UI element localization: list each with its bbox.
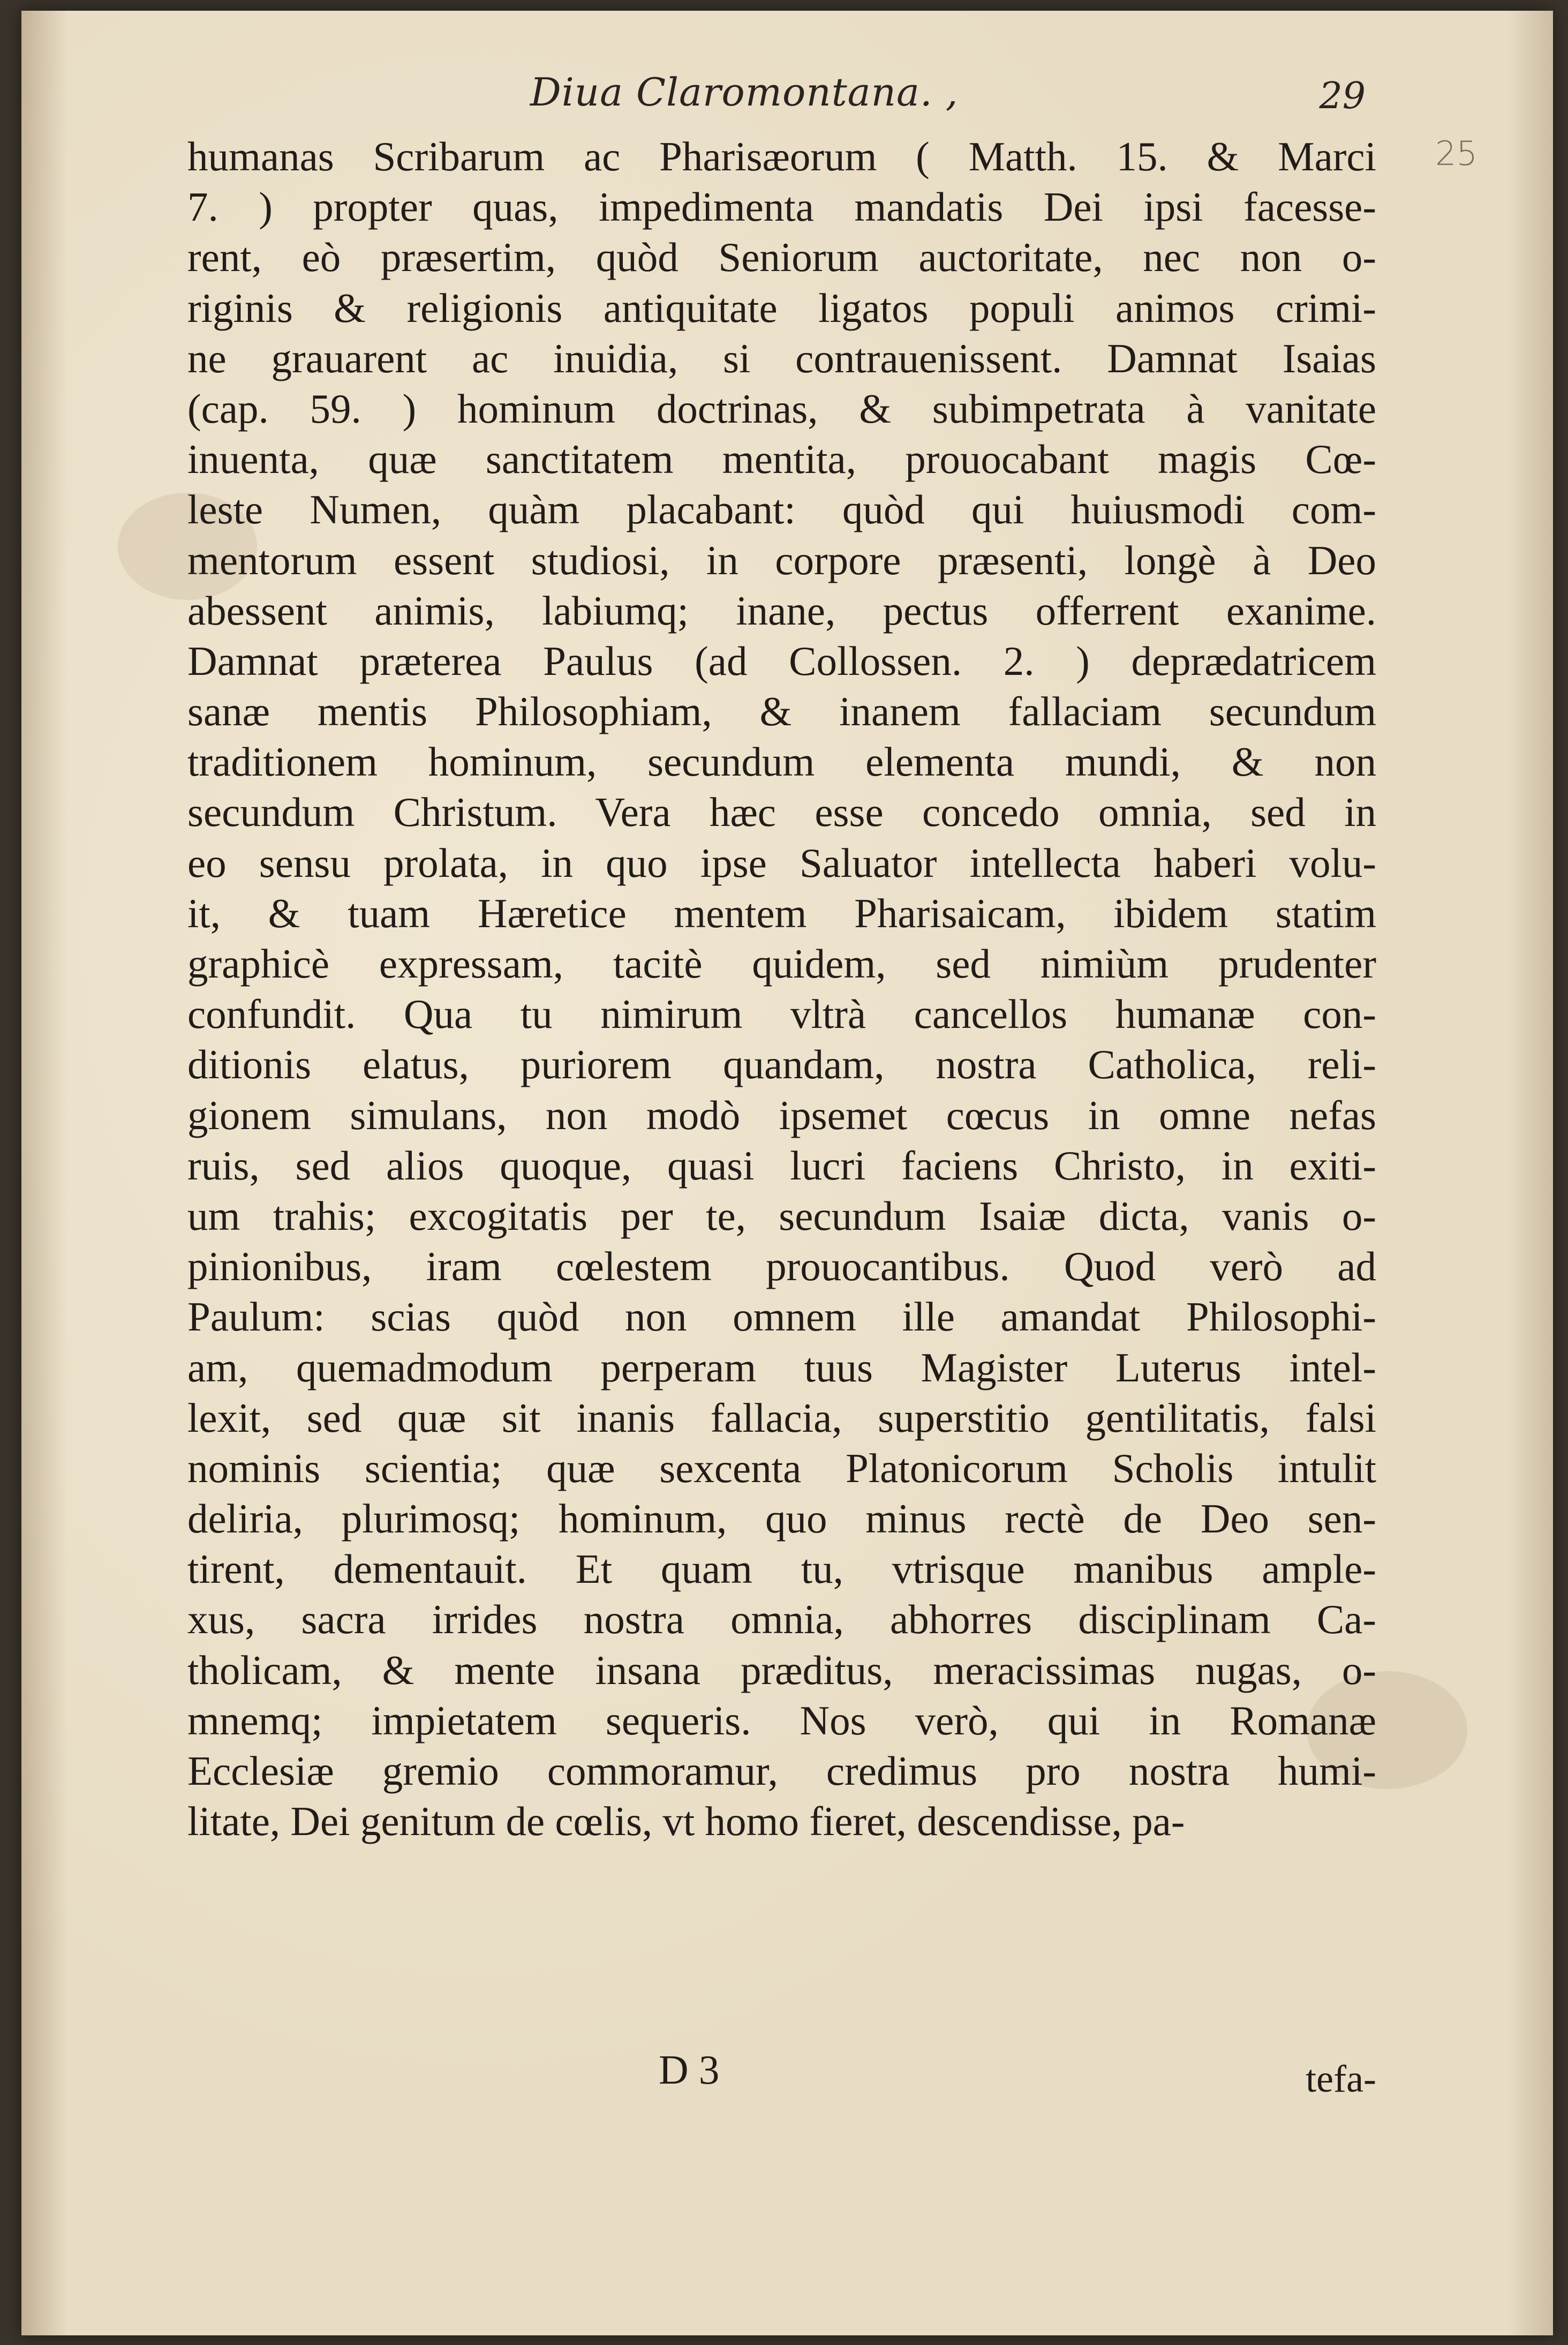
page-number: 29	[1319, 75, 1366, 117]
text-line: nominis scientia; quæ sexcenta Platonicorum Scholis intulit	[187, 1445, 1376, 1491]
text-line: secundum Christum. Vera hæc esse concedo omnia, sed in	[187, 789, 1376, 836]
text-line: mnemq; impietatem sequeris. Nos verò, qui in Romanæ	[187, 1697, 1376, 1743]
text-line: Damnat præterea Paulus (ad Collossen. 2. ) deprædatricem	[187, 637, 1376, 684]
body-text	[187, 131, 1376, 1846]
page-footer	[187, 2046, 1376, 2105]
text-line: graphicè expressam, tacitè quidem, sed nimiùm prudenter	[187, 941, 1376, 987]
text-line: humanas Scribarum ac Pharisæorum ( Matth. 15. & Marci	[187, 133, 1376, 179]
text-line: tholicam, & mente insana præditus, meracissimas nugas, o-	[187, 1647, 1376, 1693]
text-line: am, quemadmodum perperam tuus Magister Luterus intel-	[187, 1344, 1376, 1391]
catchword: tefa-	[1306, 2057, 1376, 2100]
text-line: tirent, dementauit. Et quam tu, vtrisque manibus ample-	[187, 1546, 1376, 1592]
text-line: ne grauarent ac inuidia, si contrauenissent. Damnat Isaias	[187, 335, 1376, 381]
text-line: um trahis; excogitatis per te, secundum Isaiæ dicta, vanis o-	[187, 1192, 1376, 1239]
text-line: rent, eò præsertim, quòd Seniorum auctoritate, nec non o-	[187, 234, 1376, 281]
text-line: eo sensu prolata, in quo ipse Saluator intellecta haberi volu-	[187, 839, 1376, 886]
text-line: confundit. Qua tu nimirum vltrà cancellos humanæ con-	[187, 991, 1376, 1038]
text-line: litate, Dei genitum de cœlis, vt homo fieret, descendisse, pa-	[187, 1798, 1185, 1845]
text-line: mentorum essent studiosi, in corpore præsenti, longè à Deo	[187, 537, 1376, 583]
text-line: abessent animis, labiumq; inane, pectus offerrent exanime.	[187, 587, 1376, 634]
text-line: lexit, sed quæ sit inanis fallacia, superstitio gentilitatis, falsi	[187, 1394, 1376, 1441]
text-line: traditionem hominum, secundum elementa mundi, & non	[187, 739, 1376, 785]
text-line: Paulum: scias quòd non omnem ille amandat Philosophi-	[187, 1294, 1376, 1340]
book-page	[21, 11, 1553, 2335]
running-title: Diua Claromontana. ,	[530, 70, 959, 115]
signature-mark: D 3	[659, 2047, 720, 2093]
text-line: riginis & religionis antiquitate ligatos populi animos crimi-	[187, 284, 1376, 331]
text-line: it, & tuam Hæretice mentem Pharisaicam, ibidem statim	[187, 890, 1376, 936]
text-line: ditionis elatus, puriorem quandam, nostra Catholica, reli-	[187, 1041, 1376, 1088]
text-line: deliria, plurimosq; hominum, quo minus rectè de Deo sen-	[187, 1495, 1376, 1542]
text-line: ruis, sed alios quoque, quasi lucri faciens Christo, in exiti-	[187, 1142, 1376, 1189]
text-line: gionem simulans, non modò ipsemet cœcus in omne nefas	[187, 1092, 1376, 1138]
text-line: sanæ mentis Philosophiam, & inanem fallaciam secundum	[187, 688, 1376, 735]
text-line: leste Numen, quàm placabant: quòd qui huiusmodi com-	[187, 486, 1376, 533]
text-line: (cap. 59. ) hominum doctrinas, & subimpetrata à vanitate	[187, 385, 1376, 432]
text-line: xus, sacra irrides nostra omnia, abhorres disciplinam Ca-	[187, 1596, 1376, 1643]
page-header	[187, 70, 1366, 134]
text-line: pinionibus, iram cœlestem prouocantibus. Quod verò ad	[187, 1243, 1376, 1290]
margin-pencil-note: 25	[1435, 134, 1477, 173]
text-line: Ecclesiæ gremio commoramur, credimus pro nostra humi-	[187, 1748, 1376, 1794]
text-line: 7. ) propter quas, impedimenta mandatis Dei ipsi facesse-	[187, 184, 1376, 230]
text-line: inuenta, quæ sanctitatem mentita, prouocabant magis Cœ-	[187, 436, 1376, 483]
